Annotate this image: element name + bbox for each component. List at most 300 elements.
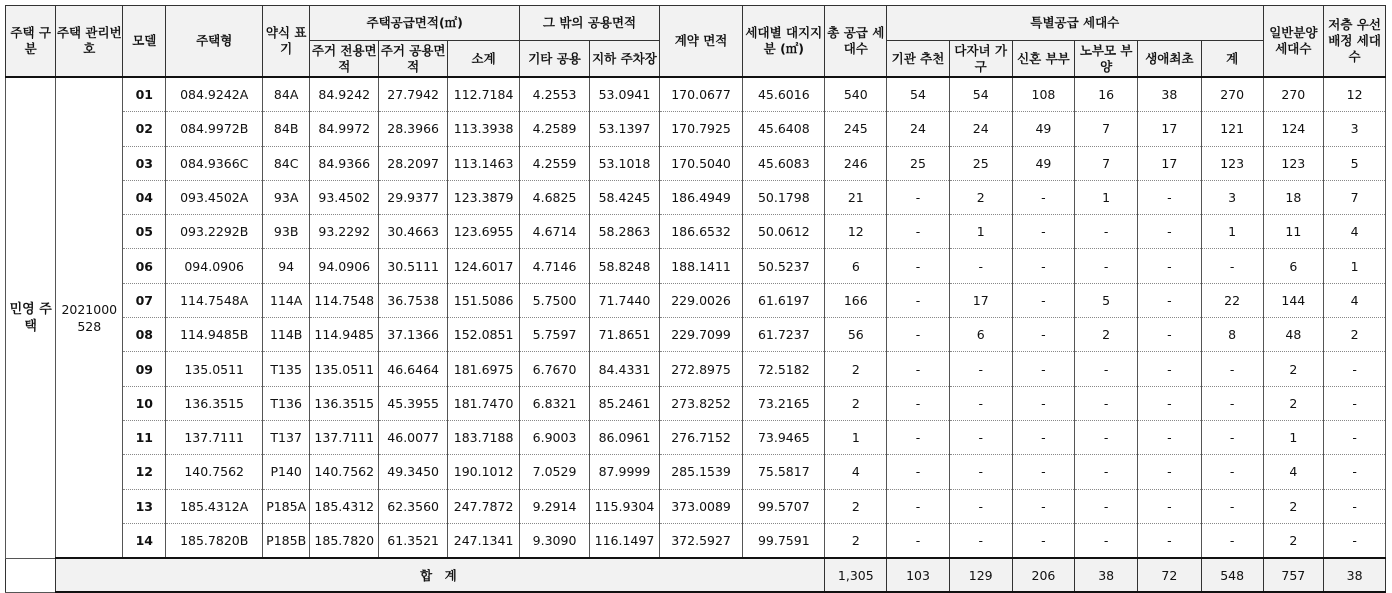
cell-comm: 36.7538 [379, 283, 448, 317]
header-elderly-parent: 노부모 부양 [1075, 41, 1138, 78]
cell-comm: 45.3955 [379, 386, 448, 420]
cell-land: 45.6016 [743, 77, 825, 112]
cell-comm: 46.0077 [379, 420, 448, 454]
cell-contract: 272.8975 [659, 352, 742, 386]
cell-sub: 247.1341 [448, 523, 520, 558]
cell-total: 166 [825, 283, 887, 317]
cell-low: 2 [1324, 318, 1386, 352]
cell-park: 115.9304 [590, 489, 660, 523]
cell-inst: - [887, 455, 950, 489]
table-body [6, 77, 1386, 558]
mgmt-number-cell: 2021000 528 [56, 77, 123, 558]
cell-elder: - [1075, 215, 1138, 249]
cell-ssum: - [1201, 386, 1263, 420]
cell-contract: 186.4949 [659, 180, 742, 214]
cell-first: - [1138, 249, 1202, 283]
cell-type: 185.4312A [166, 489, 263, 523]
cell-total: 1 [825, 420, 887, 454]
cell-oth: 6.9003 [520, 420, 590, 454]
header-general-sale: 일반분양 세대수 [1263, 6, 1324, 78]
cell-contract: 186.6532 [659, 215, 742, 249]
cell-total: 6 [825, 249, 887, 283]
cell-excl: 93.4502 [310, 180, 379, 214]
header-abbrev: 약식 표기 [263, 6, 310, 78]
cell-model: 03 [123, 146, 166, 180]
cell-gen: 2 [1263, 489, 1324, 523]
table-row [6, 386, 1386, 420]
cell-excl: 135.0511 [310, 352, 379, 386]
table-row [6, 146, 1386, 180]
cell-elder: - [1075, 455, 1138, 489]
cell-inst: - [887, 420, 950, 454]
cell-gen: 2 [1263, 386, 1324, 420]
cell-land: 73.2165 [743, 386, 825, 420]
cell-abbr: 93B [263, 215, 310, 249]
cell-abbr: 93A [263, 180, 310, 214]
cell-oth: 9.2914 [520, 489, 590, 523]
cell-type: 084.9972B [166, 112, 263, 146]
cell-ssum: - [1201, 489, 1263, 523]
cell-low: 5 [1324, 146, 1386, 180]
cell-sub: 151.5086 [448, 283, 520, 317]
cell-excl: 185.4312 [310, 489, 379, 523]
cell-abbr: 84C [263, 146, 310, 180]
cell-inst: - [887, 318, 950, 352]
cell-first: - [1138, 386, 1202, 420]
header-housing-category: 주택 구분 [6, 6, 56, 78]
cell-oth: 7.0529 [520, 455, 590, 489]
cell-comm: 30.5111 [379, 249, 448, 283]
cell-ssum: - [1201, 455, 1263, 489]
cell-model: 12 [123, 455, 166, 489]
cell-low: - [1324, 352, 1386, 386]
cell-abbr: 114B [263, 318, 310, 352]
cell-sub: 113.1463 [448, 146, 520, 180]
cell-total: 12 [825, 215, 887, 249]
cell-total: 2 [825, 352, 887, 386]
cell-park: 87.9999 [590, 455, 660, 489]
cell-elder: - [1075, 352, 1138, 386]
cell-total: 540 [825, 77, 887, 112]
header-exclusive: 주거 전용면적 [310, 41, 379, 78]
cell-low: 4 [1324, 215, 1386, 249]
cell-newly: - [1012, 283, 1075, 317]
cell-excl: 136.3515 [310, 386, 379, 420]
cell-elder: 5 [1075, 283, 1138, 317]
cell-type: 114.9485B [166, 318, 263, 352]
cell-total: 2 [825, 386, 887, 420]
cell-low: 3 [1324, 112, 1386, 146]
header-institution: 기관 추천 [887, 41, 950, 78]
header-mgmt-no: 주택 관리번호 [56, 6, 123, 78]
header-special-sum: 계 [1201, 41, 1263, 78]
cell-land: 50.5237 [743, 249, 825, 283]
cell-oth: 4.7146 [520, 249, 590, 283]
cell-park: 116.1497 [590, 523, 660, 558]
cell-excl: 114.7548 [310, 283, 379, 317]
header-total-households: 총 공급 세대수 [825, 6, 887, 78]
cell-comm: 28.2097 [379, 146, 448, 180]
cell-first: 38 [1138, 77, 1202, 112]
header-low-floor: 저층 우선배정 세대수 [1324, 6, 1386, 78]
cell-excl: 94.0906 [310, 249, 379, 283]
cell-newly: 49 [1012, 146, 1075, 180]
cell-type: 093.4502A [166, 180, 263, 214]
cell-inst: - [887, 249, 950, 283]
cell-sub: 181.7470 [448, 386, 520, 420]
totals-total: 1,305 [825, 558, 887, 592]
cell-newly: 49 [1012, 112, 1075, 146]
cell-multi: - [949, 386, 1012, 420]
cell-abbr: 84A [263, 77, 310, 112]
cell-comm: 27.7942 [379, 77, 448, 112]
cell-gen: 48 [1263, 318, 1324, 352]
cell-newly: 108 [1012, 77, 1075, 112]
cell-oth: 9.3090 [520, 523, 590, 558]
cell-low: 7 [1324, 180, 1386, 214]
cell-ssum: - [1201, 249, 1263, 283]
cell-ssum: 121 [1201, 112, 1263, 146]
cell-model: 14 [123, 523, 166, 558]
header-first-life: 생애최초 [1138, 41, 1202, 78]
cell-excl: 140.7562 [310, 455, 379, 489]
cell-abbr: T135 [263, 352, 310, 386]
cell-sub: 123.6955 [448, 215, 520, 249]
cell-contract: 170.0677 [659, 77, 742, 112]
cell-ssum: 8 [1201, 318, 1263, 352]
cell-newly: - [1012, 215, 1075, 249]
cell-newly: - [1012, 249, 1075, 283]
cell-excl: 185.7820 [310, 523, 379, 558]
table-row [6, 420, 1386, 454]
cell-contract: 229.7099 [659, 318, 742, 352]
cell-low: - [1324, 523, 1386, 558]
table-row [6, 352, 1386, 386]
cell-land: 99.7591 [743, 523, 825, 558]
totals-label: 합 계 [56, 558, 825, 592]
table-row [6, 77, 1386, 112]
cell-elder: - [1075, 489, 1138, 523]
cell-gen: 123 [1263, 146, 1324, 180]
cell-model: 06 [123, 249, 166, 283]
cell-model: 01 [123, 77, 166, 112]
cell-sub: 123.3879 [448, 180, 520, 214]
cell-ssum: 123 [1201, 146, 1263, 180]
cell-land: 50.0612 [743, 215, 825, 249]
cell-elder: 7 [1075, 146, 1138, 180]
cell-abbr: P185A [263, 489, 310, 523]
cell-total: 21 [825, 180, 887, 214]
header-contract-area: 계약 면적 [659, 6, 742, 78]
cell-oth: 4.2589 [520, 112, 590, 146]
header-subtotal: 소계 [448, 41, 520, 78]
cell-contract: 170.5040 [659, 146, 742, 180]
table-row [6, 455, 1386, 489]
cell-inst: - [887, 523, 950, 558]
cell-abbr: T136 [263, 386, 310, 420]
cell-newly: - [1012, 318, 1075, 352]
cell-multi: - [949, 249, 1012, 283]
cell-low: - [1324, 455, 1386, 489]
cell-elder: - [1075, 523, 1138, 558]
cell-contract: 170.7925 [659, 112, 742, 146]
cell-elder: 2 [1075, 318, 1138, 352]
cell-contract: 285.1539 [659, 455, 742, 489]
cell-low: - [1324, 386, 1386, 420]
cell-contract: 188.1411 [659, 249, 742, 283]
cell-inst: 24 [887, 112, 950, 146]
table-row [6, 489, 1386, 523]
cell-gen: 1 [1263, 420, 1324, 454]
cell-sub: 190.1012 [448, 455, 520, 489]
cell-first: - [1138, 180, 1202, 214]
cell-ssum: 22 [1201, 283, 1263, 317]
cell-newly: - [1012, 489, 1075, 523]
housing-category-cell: 민영 주택 [6, 77, 56, 558]
cell-park: 86.0961 [590, 420, 660, 454]
cell-total: 56 [825, 318, 887, 352]
cell-ssum: 1 [1201, 215, 1263, 249]
totals-multi-child: 129 [949, 558, 1012, 592]
cell-elder: - [1075, 420, 1138, 454]
cell-low: - [1324, 489, 1386, 523]
cell-first: - [1138, 283, 1202, 317]
cell-model: 02 [123, 112, 166, 146]
cell-type: 185.7820B [166, 523, 263, 558]
cell-first: 17 [1138, 146, 1202, 180]
cell-first: - [1138, 455, 1202, 489]
cell-sub: 113.3938 [448, 112, 520, 146]
cell-land: 61.7237 [743, 318, 825, 352]
cell-abbr: T137 [263, 420, 310, 454]
cell-comm: 46.6464 [379, 352, 448, 386]
cell-comm: 29.9377 [379, 180, 448, 214]
cell-park: 71.8651 [590, 318, 660, 352]
cell-total: 246 [825, 146, 887, 180]
cell-abbr: P140 [263, 455, 310, 489]
cell-type: 114.7548A [166, 283, 263, 317]
cell-low: 12 [1324, 77, 1386, 112]
cell-excl: 84.9242 [310, 77, 379, 112]
cell-total: 2 [825, 489, 887, 523]
cell-park: 58.8248 [590, 249, 660, 283]
housing-supply-table [5, 5, 1386, 593]
cell-comm: 30.4663 [379, 215, 448, 249]
cell-land: 99.5707 [743, 489, 825, 523]
header-other-common: 그 밖의 공용면적 [520, 6, 660, 41]
cell-elder: 16 [1075, 77, 1138, 112]
cell-multi: - [949, 489, 1012, 523]
cell-newly: - [1012, 523, 1075, 558]
cell-total: 245 [825, 112, 887, 146]
cell-model: 10 [123, 386, 166, 420]
cell-oth: 4.6714 [520, 215, 590, 249]
cell-multi: - [949, 352, 1012, 386]
cell-type: 084.9366C [166, 146, 263, 180]
cell-low: 4 [1324, 283, 1386, 317]
cell-ssum: - [1201, 523, 1263, 558]
cell-contract: 372.5927 [659, 523, 742, 558]
cell-excl: 84.9366 [310, 146, 379, 180]
cell-type: 135.0511 [166, 352, 263, 386]
cell-land: 45.6083 [743, 146, 825, 180]
cell-model: 09 [123, 352, 166, 386]
cell-contract: 273.8252 [659, 386, 742, 420]
cell-multi: - [949, 420, 1012, 454]
cell-ssum: 3 [1201, 180, 1263, 214]
header-newlywed: 신혼 부부 [1012, 41, 1075, 78]
table-row [6, 112, 1386, 146]
table-row [6, 180, 1386, 214]
cell-multi: 1 [949, 215, 1012, 249]
cell-park: 58.4245 [590, 180, 660, 214]
cell-land: 72.5182 [743, 352, 825, 386]
table-row [6, 215, 1386, 249]
cell-gen: 18 [1263, 180, 1324, 214]
cell-land: 45.6408 [743, 112, 825, 146]
cell-abbr: 114A [263, 283, 310, 317]
header-parking: 지하 주차장 [590, 41, 660, 78]
cell-elder: - [1075, 386, 1138, 420]
cell-oth: 4.6825 [520, 180, 590, 214]
cell-type: 094.0906 [166, 249, 263, 283]
cell-oth: 6.8321 [520, 386, 590, 420]
cell-abbr: P185B [263, 523, 310, 558]
header-multi-child: 다자녀 가구 [949, 41, 1012, 78]
totals-blank-cell [6, 558, 56, 592]
cell-type: 136.3515 [166, 386, 263, 420]
cell-inst: - [887, 283, 950, 317]
cell-contract: 373.0089 [659, 489, 742, 523]
cell-model: 05 [123, 215, 166, 249]
header-housing-type: 주택형 [166, 6, 263, 78]
cell-low: - [1324, 420, 1386, 454]
cell-type: 140.7562 [166, 455, 263, 489]
cell-inst: 25 [887, 146, 950, 180]
cell-model: 04 [123, 180, 166, 214]
cell-first: - [1138, 489, 1202, 523]
cell-newly: - [1012, 386, 1075, 420]
cell-land: 75.5817 [743, 455, 825, 489]
totals-row [6, 558, 1386, 592]
cell-gen: 2 [1263, 352, 1324, 386]
cell-ssum: - [1201, 420, 1263, 454]
cell-model: 07 [123, 283, 166, 317]
cell-gen: 11 [1263, 215, 1324, 249]
cell-newly: - [1012, 352, 1075, 386]
cell-abbr: 94 [263, 249, 310, 283]
cell-first: - [1138, 352, 1202, 386]
cell-multi: - [949, 523, 1012, 558]
cell-oth: 6.7670 [520, 352, 590, 386]
cell-first: - [1138, 318, 1202, 352]
cell-land: 73.9465 [743, 420, 825, 454]
cell-inst: - [887, 386, 950, 420]
cell-gen: 6 [1263, 249, 1324, 283]
cell-low: 1 [1324, 249, 1386, 283]
cell-excl: 93.2292 [310, 215, 379, 249]
cell-inst: - [887, 180, 950, 214]
cell-comm: 61.3521 [379, 523, 448, 558]
cell-multi: 25 [949, 146, 1012, 180]
cell-newly: - [1012, 455, 1075, 489]
cell-total: 4 [825, 455, 887, 489]
cell-model: 13 [123, 489, 166, 523]
cell-multi: 24 [949, 112, 1012, 146]
cell-park: 53.1018 [590, 146, 660, 180]
header-other: 기타 공용 [520, 41, 590, 78]
cell-sub: 152.0851 [448, 318, 520, 352]
cell-multi: - [949, 455, 1012, 489]
cell-land: 50.1798 [743, 180, 825, 214]
cell-gen: 4 [1263, 455, 1324, 489]
cell-sub: 124.6017 [448, 249, 520, 283]
cell-sub: 247.7872 [448, 489, 520, 523]
cell-sub: 183.7188 [448, 420, 520, 454]
table-row [6, 249, 1386, 283]
cell-park: 84.4331 [590, 352, 660, 386]
cell-multi: 54 [949, 77, 1012, 112]
cell-gen: 2 [1263, 523, 1324, 558]
cell-land: 61.6197 [743, 283, 825, 317]
cell-oth: 5.7597 [520, 318, 590, 352]
cell-inst: - [887, 352, 950, 386]
cell-gen: 270 [1263, 77, 1324, 112]
cell-oth: 4.2553 [520, 77, 590, 112]
cell-park: 71.7440 [590, 283, 660, 317]
cell-park: 53.0941 [590, 77, 660, 112]
table-row [6, 523, 1386, 558]
cell-inst: 54 [887, 77, 950, 112]
cell-multi: 2 [949, 180, 1012, 214]
cell-ssum: - [1201, 352, 1263, 386]
cell-newly: - [1012, 180, 1075, 214]
table-row [6, 283, 1386, 317]
cell-type: 137.7111 [166, 420, 263, 454]
cell-excl: 137.7111 [310, 420, 379, 454]
cell-comm: 49.3450 [379, 455, 448, 489]
totals-low-floor: 38 [1324, 558, 1386, 592]
cell-excl: 114.9485 [310, 318, 379, 352]
totals-general-sale: 757 [1263, 558, 1324, 592]
cell-park: 85.2461 [590, 386, 660, 420]
cell-first: - [1138, 420, 1202, 454]
cell-elder: - [1075, 249, 1138, 283]
cell-first: 17 [1138, 112, 1202, 146]
cell-total: 2 [825, 523, 887, 558]
cell-model: 08 [123, 318, 166, 352]
cell-gen: 144 [1263, 283, 1324, 317]
cell-elder: 1 [1075, 180, 1138, 214]
cell-multi: 6 [949, 318, 1012, 352]
cell-abbr: 84B [263, 112, 310, 146]
cell-gen: 124 [1263, 112, 1324, 146]
cell-ssum: 270 [1201, 77, 1263, 112]
cell-oth: 5.7500 [520, 283, 590, 317]
cell-type: 093.2292B [166, 215, 263, 249]
cell-contract: 276.7152 [659, 420, 742, 454]
cell-park: 53.1397 [590, 112, 660, 146]
cell-sub: 181.6975 [448, 352, 520, 386]
cell-comm: 37.1366 [379, 318, 448, 352]
table-row [6, 318, 1386, 352]
cell-type: 084.9242A [166, 77, 263, 112]
cell-elder: 7 [1075, 112, 1138, 146]
cell-comm: 28.3966 [379, 112, 448, 146]
header-model: 모델 [123, 6, 166, 78]
totals-special-sum: 548 [1201, 558, 1263, 592]
totals-elderly-parent: 38 [1075, 558, 1138, 592]
